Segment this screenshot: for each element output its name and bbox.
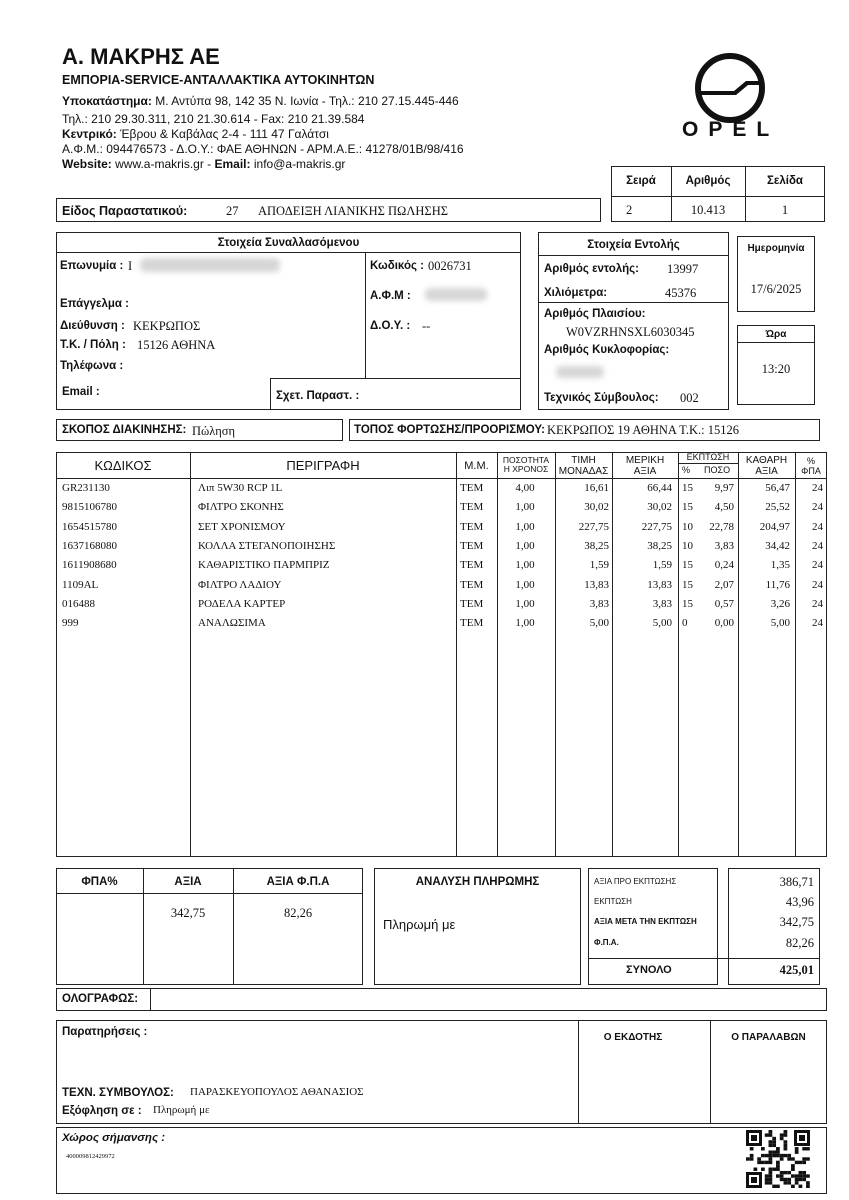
- cell-description: ΚΑΘΑΡΙΣΤΙΚΟ ΠΑΡΜΠΡΙΖ: [198, 559, 330, 572]
- purpose-value: Πώληση: [192, 424, 236, 438]
- col-description: ΠΕΡΙΓΡΑΦΗ: [286, 458, 360, 473]
- vat-value-header: ΑΞΙΑ: [174, 876, 202, 888]
- vat-amount: 82,26: [283, 906, 313, 920]
- doc-type-name: ΑΠΟΔΕΙΞΗ ΛΙΑΝΙΚΗΣ ΠΩΛΗΣΗΣ: [258, 204, 448, 218]
- order-box: [538, 232, 729, 410]
- phone-label: Τηλέφωνα :: [60, 360, 124, 372]
- cell-net: 5,00: [770, 617, 790, 630]
- related-doc-label: Σχετ. Παραστ. :: [276, 390, 360, 402]
- series-value: 2: [626, 203, 633, 217]
- col-qty: ΠΟΣΟΤΗΤΑ Η ΧΡΟΝΟΣ: [502, 455, 550, 474]
- postal-value: 15126 ΑΘΗΝΑ: [137, 338, 216, 352]
- cell-disc-amt: 0,57: [714, 597, 734, 610]
- cell-net: 204,97: [759, 520, 790, 533]
- cell-vat: 24: [812, 482, 823, 494]
- after-disc-value: 342,75: [779, 915, 814, 929]
- plate-label: Αριθμός Κυκλοφορίας:: [544, 344, 670, 356]
- cell-qty: 1,00: [515, 501, 535, 514]
- cell-unit: ΤΕΜ: [460, 597, 484, 610]
- redacted-name: [140, 258, 280, 272]
- cell-partial: 38,25: [647, 539, 672, 552]
- company-phones: Τηλ.: 210 29.30.311, 210 21.30.614 - Fax: 210 21.39.584: [62, 112, 365, 126]
- cell-unit: ΤΕΜ: [460, 520, 484, 533]
- cell-net: 56,47: [765, 482, 790, 494]
- cell-qty: 1,00: [515, 597, 535, 610]
- qr-code-icon: [746, 1130, 810, 1188]
- cell-price: 227,75: [578, 520, 609, 533]
- order-no-value: 13997: [667, 262, 699, 276]
- brand-name: OPEL: [682, 118, 780, 141]
- cell-unit: ΤΕΜ: [460, 559, 484, 572]
- cell-qty: 1,00: [515, 578, 535, 591]
- cell-vat: 24: [812, 597, 823, 610]
- receiver-label: Ο ΠΑΡΑΛΑΒΩΝ: [731, 1032, 806, 1043]
- hq-address: Έβρου & Καβάλας 2-4 - 111 47 Γαλάτσι: [120, 127, 329, 141]
- cell-disc-pct: 15: [682, 559, 693, 572]
- cell-qty: 1,00: [515, 559, 535, 572]
- total-label: ΣΥΝΟΛΟ: [626, 964, 672, 976]
- vat-value: 342,75: [170, 906, 206, 920]
- cell-partial: 30,02: [647, 501, 672, 514]
- cell-disc-pct: 10: [682, 520, 693, 533]
- disc-value: 43,96: [785, 895, 814, 909]
- cell-disc-pct: 0: [682, 617, 688, 630]
- cell-description: ΦΙΛΤΡΟ ΛΑΔΙΟΥ: [198, 578, 282, 591]
- cell-disc-pct: 15: [682, 482, 693, 494]
- cell-vat: 24: [812, 559, 823, 572]
- order-title: Στοιχεία Εντολής: [587, 239, 680, 251]
- page-value: 1: [781, 203, 789, 217]
- profession-label: Επάγγελμα :: [60, 298, 129, 310]
- cell-partial: 3,83: [652, 597, 672, 610]
- postal-label: Τ.Κ. / Πόλη :: [60, 339, 126, 351]
- issuer-label: Ο ΕΚΔΟΤΗΣ: [603, 1032, 663, 1043]
- sign-label: Χώρος σήμανσης :: [62, 1132, 166, 1144]
- cell-net: 25,52: [765, 501, 790, 514]
- afm-label: Α.Φ.Μ :: [370, 290, 411, 302]
- cell-vat: 24: [812, 578, 823, 591]
- cell-price: 3,83: [589, 597, 609, 610]
- cell-unit: ΤΕΜ: [460, 578, 484, 591]
- tech-advisor-name: ΠΑΡΑΣΚΕΥΟΠΟΥΛΟΣ ΑΘΑΝΑΣΙΟΣ: [190, 1086, 364, 1098]
- km-value: 45376: [665, 286, 697, 300]
- cell-description: ΑΝΑΛΩΣΙΜΑ: [198, 617, 266, 630]
- cell-partial: 1,59: [652, 559, 672, 572]
- cell-qty: 4,00: [515, 482, 535, 494]
- sign-box: [56, 1127, 827, 1194]
- cell-qty: 1,00: [515, 539, 535, 552]
- col-code: ΚΩΔΙΚΟΣ: [94, 458, 152, 473]
- cell-disc-pct: 10: [682, 539, 693, 552]
- vin-label: Αριθμός Πλαισίου:: [544, 308, 646, 320]
- cell-qty: 1,00: [515, 617, 535, 630]
- col-disc-pct: %: [682, 465, 691, 475]
- purpose-label: ΣΚΟΠΟΣ ΔΙΑΚΙΝΗΣΗΣ:: [62, 424, 187, 436]
- col-partial: ΜΕΡΙΚΗ ΑΞΙΑ: [625, 455, 665, 477]
- payment-title: ΑΝΑΛΥΣΗ ΠΛΗΡΩΜΗΣ: [415, 876, 540, 888]
- col-net: ΚΑΘΑΡΗ ΑΞΙΑ: [745, 455, 788, 477]
- cell-net: 3,26: [770, 597, 790, 610]
- cell-disc-amt: 2,07: [714, 578, 734, 591]
- place-label: ΤΟΠΟΣ ΦΟΡΤΩΣΗΣ/ΠΡΟΟΡΙΣΜΟΥ:: [354, 424, 545, 436]
- cell-partial: 5,00: [652, 617, 672, 630]
- cell-description: ΡΟΔΕΛΑ ΚΑΡΤΕΡ: [198, 597, 286, 610]
- cell-code: 999: [62, 617, 79, 630]
- time-value: 13:20: [761, 362, 791, 376]
- cell-partial: 66,44: [647, 482, 672, 494]
- cell-description: Λιπ 5W30 RCP 1L: [198, 482, 283, 494]
- cell-price: 13,83: [584, 578, 609, 591]
- customer-code-value: 0026731: [428, 259, 472, 273]
- branch-address: Μ. Αντύπα 98, 142 35 Ν. Ιωνία - Τηλ.: 210 27.15.445-446: [155, 94, 459, 108]
- cell-net: 11,76: [765, 578, 790, 591]
- company-activity: ΕΜΠΟΡΙΑ-SERVICE-ΑΝΤΑΛΛΑΚΤΙΚΑ ΑΥΤΟΚΙΝΗΤΩΝ: [62, 73, 375, 87]
- hq-label: Κεντρικό:: [62, 127, 117, 141]
- vat-pct-header: ΦΠΑ%: [81, 876, 118, 888]
- cell-code: GR231130: [62, 482, 110, 494]
- time-label: Ώρα: [765, 329, 787, 340]
- cell-description: ΚΟΛΛΑ ΣΤΕΓΑΝΟΠΟΙΗΣΗΣ: [198, 539, 336, 552]
- cell-price: 30,02: [584, 501, 609, 514]
- col-vat: % ΦΠΑ: [801, 456, 821, 476]
- notes-label: Παρατηρήσεις :: [62, 1026, 148, 1038]
- cell-vat: 24: [812, 520, 823, 533]
- series-label: Σειρά: [626, 175, 656, 187]
- cell-partial: 13,83: [647, 578, 672, 591]
- cell-code: 9815106780: [62, 501, 117, 514]
- customer-code-label: Κωδικός :: [370, 260, 424, 272]
- payment-method: Πληρωμή με: [383, 917, 456, 932]
- cell-price: 5,00: [589, 617, 609, 630]
- cell-disc-pct: 15: [682, 597, 693, 610]
- col-discount: ΕΚΠΤΩΣΗ: [686, 452, 730, 462]
- date-label: Ημερομηνία: [747, 243, 805, 254]
- page-label: Σελίδα: [767, 175, 803, 187]
- col-disc-amt: ΠΟΣΟ: [704, 465, 731, 475]
- cell-description: ΣΕΤ ΧΡΟΝΙΣΜΟΥ: [198, 520, 286, 533]
- sign-code: 400009812429972: [66, 1153, 115, 1160]
- place-value: ΚΕΚΡΩΠΟΣ 19 ΑΘΗΝΑ Τ.Κ.: 15126: [547, 423, 739, 437]
- cell-disc-amt: 3,83: [714, 539, 734, 552]
- total-value: 425,01: [779, 963, 814, 977]
- order-no-label: Αριθμός εντολής:: [544, 263, 639, 275]
- cell-code: 016488: [62, 597, 95, 610]
- redacted-afm: [425, 288, 487, 301]
- cell-net: 1,35: [770, 559, 790, 572]
- cell-price: 38,25: [584, 539, 609, 552]
- date-value: 17/6/2025: [750, 282, 802, 296]
- cell-disc-amt: 22,78: [709, 520, 734, 533]
- address-value: ΚΕΚΡΩΠΟΣ: [133, 319, 201, 333]
- cell-unit: ΤΕΜ: [460, 482, 484, 494]
- cell-price: 16,61: [584, 482, 609, 494]
- email: info@a-makris.gr: [253, 157, 346, 171]
- before-disc-value: 386,71: [779, 875, 814, 889]
- opel-logo-icon: [690, 48, 770, 128]
- cell-price: 1,59: [589, 559, 609, 572]
- cell-partial: 227,75: [641, 520, 672, 533]
- cell-vat: 24: [812, 501, 823, 514]
- cell-unit: ΤΕΜ: [460, 617, 484, 630]
- col-price: ΤΙΜΗ ΜΟΝΑΔΑΣ: [558, 455, 609, 477]
- website: www.a-makris.gr: [115, 157, 204, 171]
- disc-label: ΕΚΠΤΩΣΗ: [594, 897, 632, 906]
- after-disc-label: ΑΞΙΑ ΜΕΤΑ ΤΗΝ ΕΚΠΤΩΣΗ: [594, 917, 697, 926]
- customer-name-value: Ι: [128, 259, 133, 273]
- customer-title: Στοιχεία Συναλλασόμενου: [217, 237, 360, 249]
- settle-label: Εξόφληση σε :: [62, 1105, 142, 1117]
- cell-code: 1109AL: [62, 578, 99, 591]
- cell-vat: 24: [812, 539, 823, 552]
- address-label: Διεύθυνση :: [60, 320, 125, 332]
- company-name: Α. ΜΑΚΡΗΣ ΑΕ: [62, 44, 220, 69]
- number-value: 10.413: [690, 203, 726, 217]
- vat-total-value: 82,26: [785, 936, 814, 950]
- company-tax: Α.Φ.Μ.: 094476573 - Δ.Ο.Υ.: ΦΑΕ ΑΘΗΝΩΝ - ΑΡΜ.Α.Ε.: 41278/01Β/98/416: [62, 142, 464, 156]
- website-label: Website:: [62, 157, 112, 171]
- customer-name-label: Επωνυμία :: [60, 260, 124, 272]
- km-label: Χιλιόμετρα:: [544, 287, 608, 299]
- doc-type-label: Είδος Παραστατικού:: [62, 204, 188, 218]
- vat-total-label: Φ.Π.Α.: [594, 938, 619, 947]
- cell-vat: 24: [812, 617, 823, 630]
- cell-unit: ΤΕΜ: [460, 501, 484, 514]
- cell-disc-pct: 15: [682, 501, 693, 514]
- cell-code: 1611908680: [62, 559, 117, 572]
- vat-amount-header: ΑΞΙΑ Φ.Π.Α: [266, 876, 330, 888]
- doy-label: Δ.Ο.Υ. :: [370, 320, 411, 332]
- email-label: Email:: [214, 157, 251, 171]
- before-disc-label: ΑΞΙΑ ΠΡΟ ΕΚΠΤΩΣΗΣ: [594, 877, 677, 886]
- branch-label: Υποκατάστημα:: [62, 94, 152, 108]
- hq-line: [62, 127, 329, 141]
- vin-value: W0VZRHNSXL6030345: [566, 325, 695, 339]
- cell-unit: ΤΕΜ: [460, 539, 484, 552]
- doy-value: --: [422, 319, 431, 333]
- cell-net: 34,42: [765, 539, 790, 552]
- cell-code: 1654515780: [62, 520, 117, 533]
- doc-type-code: 27: [226, 204, 239, 218]
- cell-code: 1637168080: [62, 539, 117, 552]
- words-box: [56, 988, 827, 1011]
- tech-advisor-label: ΤΕΧΝ. ΣΥΜΒΟΥΛΟΣ:: [62, 1087, 174, 1099]
- cell-disc-amt: 4,50: [714, 501, 734, 514]
- cell-disc-pct: 15: [682, 578, 693, 591]
- cell-disc-amt: 0,00: [714, 617, 734, 630]
- redacted-plate: [556, 366, 604, 378]
- settle-value: Πληρωμή με: [153, 1104, 210, 1116]
- cell-disc-amt: 0,24: [714, 559, 734, 572]
- cell-description: ΦΙΛΤΡΟ ΣΚΟΝΗΣ: [198, 501, 284, 514]
- advisor-label: Τεχνικός Σύμβουλος:: [544, 392, 659, 404]
- customer-email-label: Email :: [62, 386, 100, 398]
- branch-line: [62, 94, 459, 108]
- words-label: ΟΛΟΓΡΑΦΩΣ:: [62, 993, 139, 1005]
- col-unit: Μ.Μ.: [464, 460, 489, 472]
- number-label: Αριθμός: [685, 175, 731, 187]
- cell-disc-amt: 9,97: [714, 482, 734, 494]
- advisor-value: 002: [680, 391, 699, 405]
- web-line: Website: www.a-makris.gr - Email: info@a-makris.gr: [62, 157, 346, 171]
- cell-qty: 1,00: [515, 520, 535, 533]
